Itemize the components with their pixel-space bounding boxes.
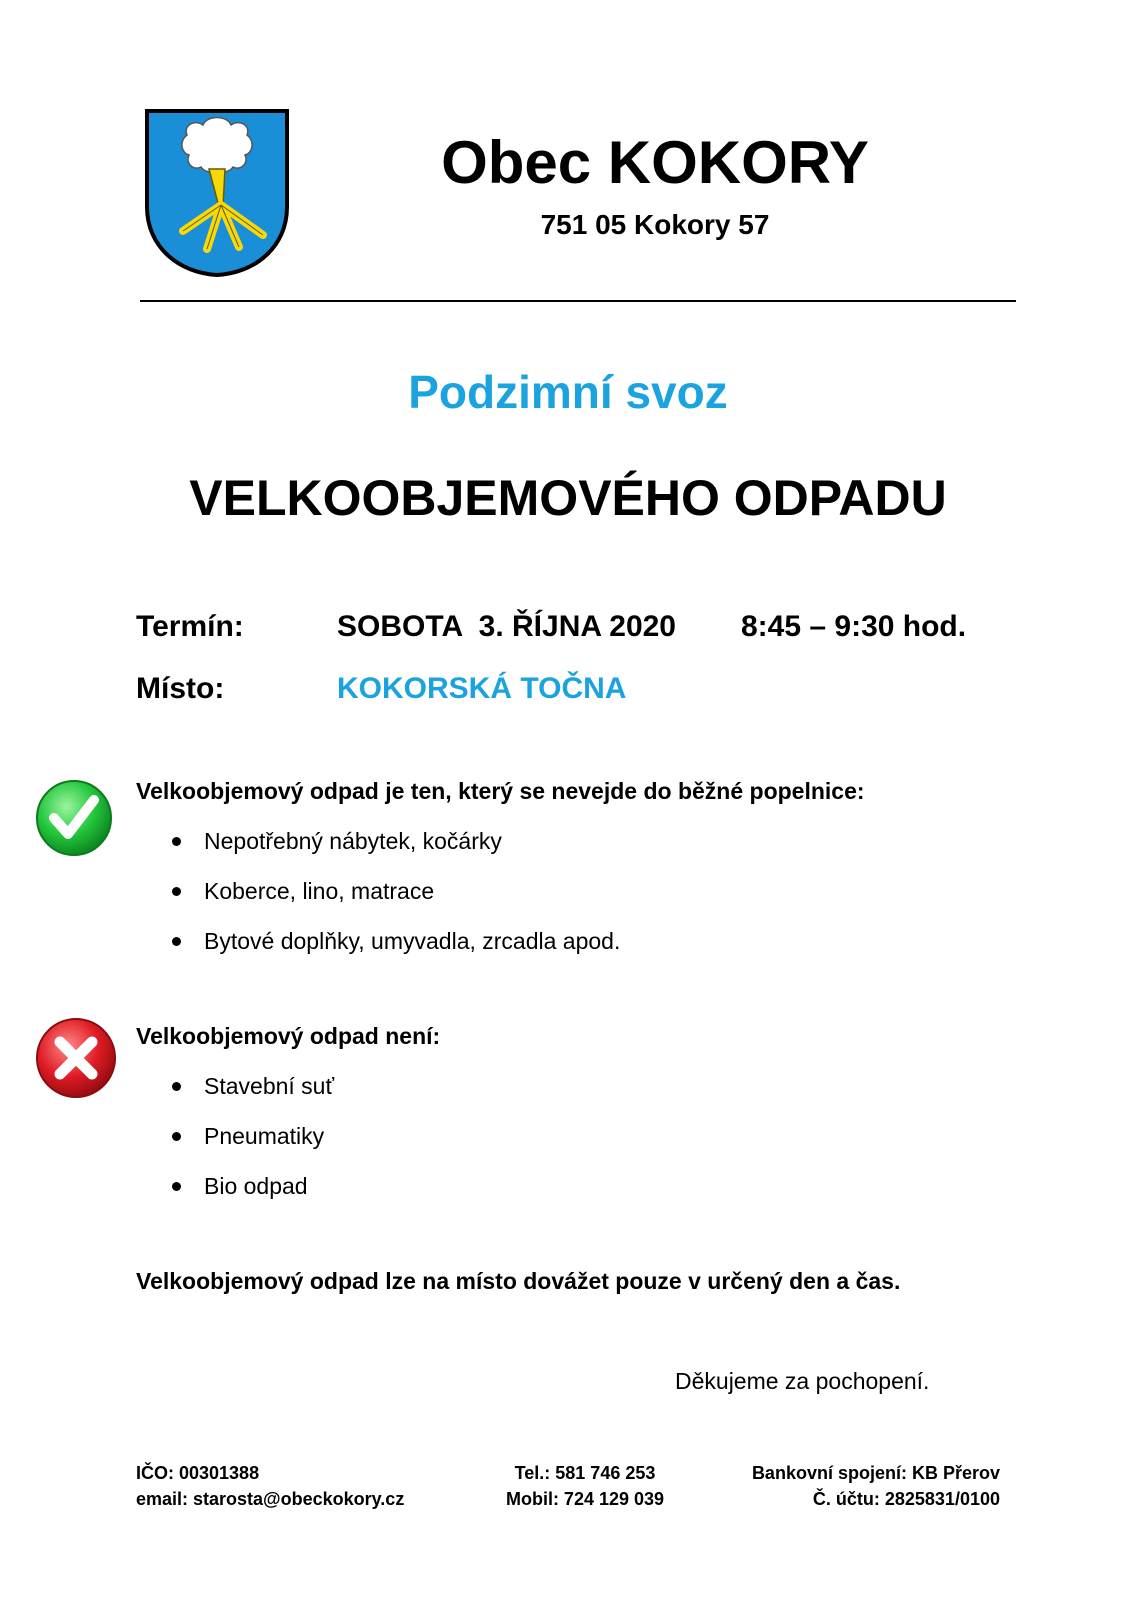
page-subtitle: Podzimní svoz	[408, 366, 728, 418]
footer-tel: Tel.: 581 746 253	[514, 1463, 656, 1483]
list-item-label: Nepotřebný nábytek, kočárky	[204, 828, 502, 854]
list-item-label: Bio odpad	[204, 1173, 308, 1199]
list-item	[136, 926, 620, 976]
term-label: Termín:	[136, 610, 244, 643]
footer-email: email: starosta@obeckokory.cz	[136, 1489, 405, 1509]
organization-address: 751 05 Kokory 57	[540, 209, 770, 240]
bullet-icon	[172, 837, 181, 846]
thanks-text: Děkujeme za pochopení.	[675, 1368, 930, 1394]
list-item-label: Pneumatiky	[204, 1123, 325, 1149]
page-title: VELKOOBJEMOVÉHO ODPADU	[189, 470, 947, 526]
bullet-icon	[172, 887, 181, 896]
footer-account: Č. účtu: 2825831/0100	[812, 1489, 1000, 1509]
not-allowed-heading: Velkoobjemový odpad není:	[136, 1023, 441, 1049]
green-check-icon	[34, 778, 114, 858]
list-item-label: Stavební suť	[204, 1073, 335, 1099]
allowed-heading: Velkoobjemový odpad je ten, který se nevejde do běžné popelnice:	[136, 778, 865, 804]
list-item	[136, 1171, 334, 1221]
term-date: SOBOTA 3. ŘÍJNA 2020	[337, 610, 676, 643]
footer-bank: Bankovní spojení: KB Přerov	[751, 1463, 1000, 1483]
red-x-icon	[34, 1016, 118, 1100]
delivery-note: Velkoobjemový odpad lze na místo dovážet pouze v určený den a čas.	[136, 1268, 901, 1294]
bullet-icon	[172, 1082, 181, 1091]
bullet-icon	[172, 937, 181, 946]
list-item	[136, 1071, 334, 1121]
place-label: Místo:	[136, 672, 225, 705]
bullet-icon	[172, 1182, 181, 1191]
footer-mobil: Mobil: 724 129 039	[505, 1489, 665, 1509]
allowed-list	[136, 826, 620, 976]
list-item-label: Koberce, lino, matrace	[204, 878, 435, 904]
list-item-label: Bytové doplňky, umyvadla, zrcadla apod.	[204, 928, 621, 954]
header-divider	[140, 300, 1016, 302]
term-time: 8:45 – 9:30 hod.	[741, 610, 967, 643]
list-item	[136, 876, 620, 926]
bullet-icon	[172, 1132, 181, 1141]
not-allowed-list	[136, 1071, 334, 1221]
place-value: KOKORSKÁ TOČNA	[337, 672, 627, 705]
coat-of-arms-icon	[143, 107, 291, 279]
list-item	[136, 826, 620, 876]
footer-ico: IČO: 00301388	[136, 1463, 260, 1483]
list-item	[136, 1121, 334, 1171]
organization-name: Obec KOKORY	[441, 129, 869, 196]
